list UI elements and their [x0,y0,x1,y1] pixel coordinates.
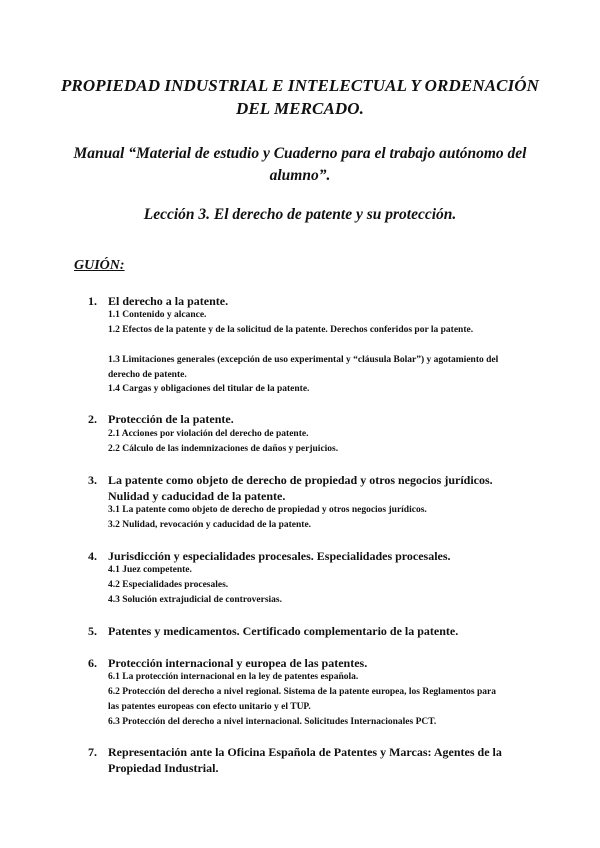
section-title: Representación ante la Oficina Española de Patentes y Marcas: Agentes de la Propiedad Industrial. [108,745,502,775]
subsection-item: 6.2 Protección del derecho a nivel regional. Sistema de la patente europea, los Reglamentos para las patentes europeas con efecto unitario y el TUP. [108,687,496,712]
section-number: 4. [88,549,97,563]
section-title: Protección internacional y europea de las patentes. [108,656,368,670]
section-number: 5. [88,624,97,638]
section-title: Jurisdicción y especialidades procesales. Especialidades procesales. [108,549,451,563]
section-title: Patentes y medicamentos. Certificado complementario de la patente. [108,624,459,638]
subsection-item: 4.3 Solución extrajudicial de controversias. [108,595,282,605]
subsection-item: 1.2 Efectos de la patente y de la solicitud de la patente. Derechos conferidos por la patente. [108,325,474,335]
document-subtitle: Manual “Material de estudio y Cuaderno para el trabajo autónomo del alumno”. [73,145,527,184]
subsection-item: 3.1 La patente como objeto de derecho de propiedad y otros negocios jurídicos. [108,505,427,515]
subsection-item: 1.1 Contenido y alcance. [108,310,207,320]
subsection-item: 2.2 Cálculo de las indemnizaciones de daños y perjuicios. [108,444,339,454]
lesson-heading: Lección 3. El derecho de patente y su protección. [143,206,457,223]
section-number: 2. [88,412,97,426]
subsection-item: 2.1 Acciones por violación del derecho de patente. [108,429,309,439]
subsection-item: 3.2 Nulidad, revocación y caducidad de la patente. [108,520,312,530]
document-title: PROPIEDAD INDUSTRIAL E INTELECTUAL Y ORDENACIÓN DEL MERCADO. [60,76,540,118]
subsection-item: 1.3 Limitaciones generales (excepción de uso experimental y “cláusula Bolar”) y agotamiento del derecho de patente. [108,355,499,380]
subsection-item: 4.2 Especialidades procesales. [108,580,229,590]
section-number: 1. [88,294,97,308]
section-number: 6. [88,656,97,670]
section-title: Protección de la patente. [108,412,234,426]
section-title: La patente como objeto de derecho de propiedad y otros negocios jurídicos. Nulidad y caducidad de la patente. [108,473,493,503]
section-number: 3. [88,473,97,487]
subsection-item: 6.3 Protección del derecho a nivel internacional. Solicitudes Internacionales PCT. [108,717,437,727]
section-number: 7. [88,745,97,759]
section-title: El derecho a la patente. [108,294,229,308]
guion-heading: GUIÓN: [74,258,125,273]
subsection-item: 1.4 Cargas y obligaciones del titular de la patente. [108,384,310,394]
subsection-item: 6.1 La protección internacional en la ley de patentes española. [108,672,359,682]
subsection-item: 4.1 Juez competente. [108,565,192,575]
